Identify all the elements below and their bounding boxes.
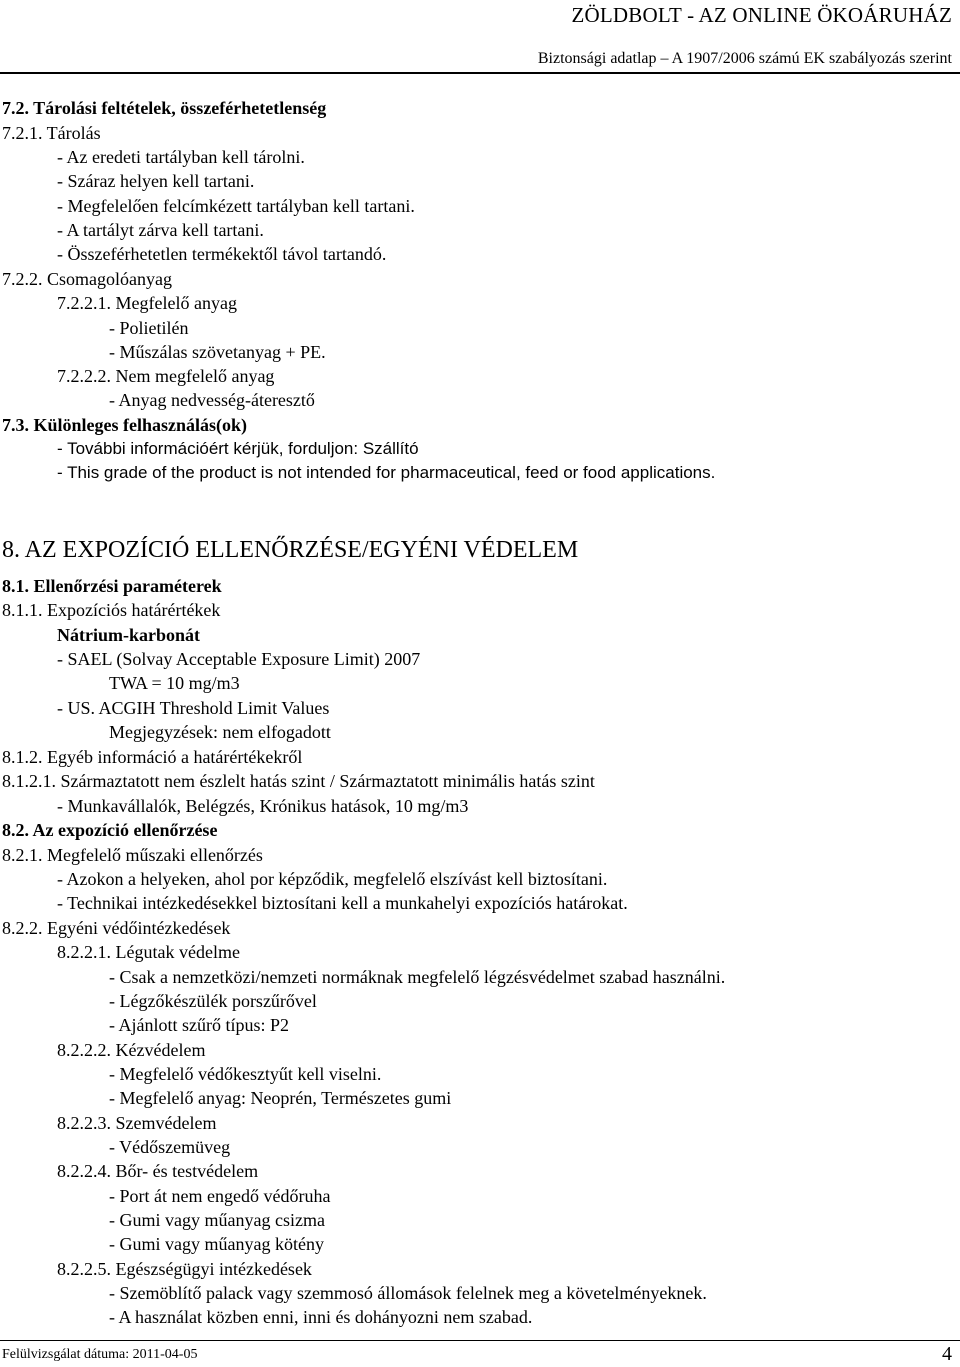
header-divider	[0, 72, 960, 74]
subsection-heading: 8.1.2. Egyéb információ a határértékekről	[2, 747, 303, 767]
list-item: - Anyag nedvesség-áteresztő	[109, 390, 315, 410]
section-heading: 8.2. Az expozíció ellenőrzése	[2, 820, 218, 840]
list-item: - Megfelelő védőkesztyűt kell viselni.	[109, 1064, 382, 1084]
section-heading: 8.1. Ellenőrzési paraméterek	[2, 576, 222, 596]
list-item: TWA = 10 mg/m3	[109, 673, 240, 693]
subsection-heading: 7.2.2.2. Nem megfelelő anyag	[57, 366, 275, 386]
list-item: - Megfelelő anyag: Neoprén, Természetes gumi	[109, 1088, 452, 1108]
header-title: ZÖLDBOLT - AZ ONLINE ÖKOÁRUHÁZ	[571, 3, 952, 27]
subsection-heading: 8.2.2. Egyéni védőintézkedések	[2, 918, 231, 938]
section-heading: 7.2. Tárolási feltételek, összeférhetetlenség	[2, 98, 327, 118]
list-item: - Port át nem engedő védőruha	[109, 1186, 331, 1206]
list-item: - Száraz helyen kell tartani.	[57, 171, 255, 191]
subsection-heading: 8.2.2.2. Kézvédelem	[57, 1040, 206, 1060]
subsection-heading: 8.1.2.1. Származtatott nem észlelt hatás szint / Származtatott minimális hatás szint	[2, 771, 595, 791]
subsection-heading: 7.2.2.1. Megfelelő anyag	[57, 293, 237, 313]
subsection-heading: 8.1.1. Expozíciós határértékek	[2, 600, 221, 620]
list-item: - Gumi vagy műanyag csizma	[109, 1210, 325, 1230]
list-item: - A tartályt zárva kell tartani.	[57, 220, 264, 240]
list-item: Megjegyzések: nem elfogadott	[109, 722, 331, 742]
list-item: - Az eredeti tartályban kell tárolni.	[57, 147, 305, 167]
section-heading: 7.3. Különleges felhasználás(ok)	[2, 415, 248, 435]
list-item: - Légzőkészülék porszűrővel	[109, 991, 317, 1011]
list-item: - További információért kérjük, forduljon: Szállító	[57, 439, 419, 458]
list-item: - Csak a nemzetközi/nemzeti normáknak megfelelő légzésvédelmet szabad használni.	[109, 967, 726, 987]
subsection-heading: 7.2.2. Csomagolóanyag	[2, 269, 172, 289]
subsection-heading: 8.2.2.3. Szemvédelem	[57, 1113, 217, 1133]
list-item: - A használat közben enni, inni és dohányozni nem szabad.	[109, 1307, 533, 1327]
list-item: - SAEL (Solvay Acceptable Exposure Limit) 2007	[57, 649, 421, 669]
list-item: - Védőszemüveg	[109, 1137, 231, 1157]
list-item: - Polietilén	[109, 318, 189, 338]
list-item: - Műszálas szövetanyag + PE.	[109, 342, 326, 362]
list-item: - Szemöblítő palack vagy szemmosó állomások felelnek meg a követelményeknek.	[109, 1283, 707, 1303]
list-item: - Munkavállalók, Belégzés, Krónikus hatások, 10 mg/m3	[57, 796, 469, 816]
review-date: Felülvizsgálat dátuma: 2011-04-05	[2, 1347, 198, 1362]
header-subtitle: Biztonsági adatlap – A 1907/2006 számú EK szabályozás szerint	[537, 50, 952, 67]
list-item: - Összeférhetetlen termékektől távol tartandó.	[57, 244, 387, 264]
substance-name: Nátrium-karbonát	[57, 625, 200, 645]
list-item: - US. ACGIH Threshold Limit Values	[57, 698, 330, 718]
subsection-heading: 8.2.2.4. Bőr- és testvédelem	[57, 1161, 259, 1181]
subsection-heading: 8.2.2.5. Egészségügyi intézkedések	[57, 1259, 312, 1279]
page-number: 4	[942, 1343, 952, 1365]
subsection-heading: 8.2.1. Megfelelő műszaki ellenőrzés	[2, 845, 263, 865]
subsection-heading: 7.2.1. Tárolás	[2, 123, 101, 143]
list-item: - Azokon a helyeken, ahol por képződik, megfelelő elszívást kell biztosítani.	[57, 869, 608, 889]
list-item: - This grade of the product is not intended for pharmaceutical, feed or food applications.	[57, 463, 716, 482]
chapter-heading: 8. AZ EXPOZÍCIÓ ELLENŐRZÉSE/EGYÉNI VÉDELEM	[2, 537, 579, 563]
list-item: - Technikai intézkedésekkel biztosítani kell a munkahelyi expozíciós határokat.	[57, 893, 628, 913]
list-item: - Ajánlott szűrő típus: P2	[109, 1015, 289, 1035]
footer-divider	[0, 1340, 960, 1341]
subsection-heading: 8.2.2.1. Légutak védelme	[57, 942, 240, 962]
list-item: - Megfelelően felcímkézett tartályban kell tartani.	[57, 196, 415, 216]
list-item: - Gumi vagy műanyag kötény	[109, 1234, 324, 1254]
